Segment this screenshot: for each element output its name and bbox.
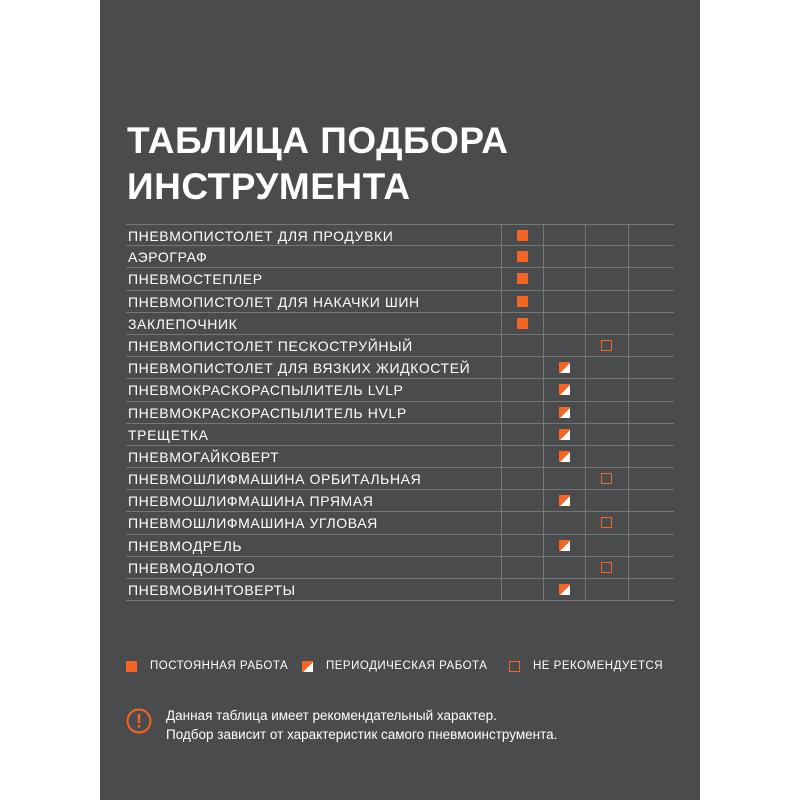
cell-not-recommended [585,379,629,400]
tool-name: ТРЕЩЕТКА [128,426,209,443]
table-row [126,579,674,601]
cell-periodic [543,512,586,533]
cell-constant [501,246,544,267]
tool-name: ПНЕВМОШЛИФМАШИНА УГЛОВАЯ [128,515,378,532]
table-row [126,379,674,401]
cell-constant [501,268,544,289]
cell-periodic [543,225,586,245]
tool-name: ПНЕВМОКРАСКОРАСПЫЛИТЕЛЬ LVLP [128,382,404,399]
cell-periodic [543,335,586,356]
cell-periodic [543,446,586,467]
cell-constant [501,468,544,489]
cell-not-recommended [585,468,629,489]
not-recommended-icon [601,340,612,351]
legend-item-periodic [302,660,487,672]
table-row [126,246,674,268]
cell-not-recommended [585,535,629,556]
periodic-work-icon [302,661,313,672]
cell-not-recommended [585,579,629,600]
table-row [126,535,674,557]
cell-constant [501,357,544,378]
tool-name: ПНЕВМОДРЕЛЬ [128,537,243,554]
cell-not-recommended [585,446,629,467]
title-line-2: ИНСТРУМЕНТА [127,166,411,207]
constant-work-icon [517,273,528,284]
table-row [126,313,674,335]
cell-constant [501,535,544,556]
periodic-work-icon [559,407,570,418]
disclaimer-line-1: Данная таблица имеет рекомендательный характер. [166,708,497,723]
legend-item-constant [126,660,288,672]
cell-not-recommended [585,490,629,511]
cell-periodic [543,268,586,289]
cell-not-recommended [585,357,629,378]
table-row [126,490,674,512]
cell-constant [501,512,544,533]
disclaimer-line-2: Подбор зависит от характеристик самого пневмоинструмента. [166,727,558,742]
cell-not-recommended [585,268,629,289]
disclaimer-text [166,706,557,744]
table-row [126,335,674,357]
constant-work-icon [517,296,528,307]
tool-name: ПНЕВМОПИСТОЛЕТ ПЕСКОСТРУЙНЫЙ [128,337,413,354]
legend-item-not-recommended [509,660,663,672]
cell-not-recommended [585,313,629,334]
cell-constant [501,402,544,423]
cell-constant [501,579,544,600]
cell-not-recommended [585,557,629,578]
tool-name: ПНЕВМОПИСТОЛЕТ ДЛЯ ПРОДУВКИ [128,228,394,244]
tool-name: ПНЕВМОГАЙКОВЕРТ [128,448,280,465]
periodic-work-icon [559,584,570,595]
cell-not-recommended [585,225,629,245]
not-recommended-icon [601,562,612,573]
tool-name: АЭРОГРАФ [128,249,208,266]
not-recommended-icon [509,661,520,672]
cell-not-recommended [585,512,629,533]
cell-constant [501,424,544,445]
cell-constant [501,446,544,467]
legend-label: НЕ РЕКОМЕНДУЕТСЯ [533,660,664,672]
tool-name: ПНЕВМОВИНТОВЕРТЫ [128,582,296,598]
warning-circle-icon [126,708,152,734]
periodic-work-icon [559,540,570,551]
tool-table [126,224,674,601]
selection-table-panel [100,0,700,800]
legend-label: ПОСТОЯННАЯ РАБОТА [150,660,289,672]
cell-constant [501,291,544,312]
cell-not-recommended [585,246,629,267]
tool-name: ПНЕВМОШЛИФМАШИНА ПРЯМАЯ [128,493,374,510]
cell-constant [501,225,544,245]
periodic-work-icon [559,495,570,506]
cell-periodic [543,579,586,600]
page-title [127,118,509,210]
table-row [126,512,674,534]
cell-not-recommended [585,291,629,312]
periodic-work-icon [559,429,570,440]
not-recommended-icon [601,517,612,528]
constant-work-icon [517,318,528,329]
cell-periodic [543,357,586,378]
tool-name: ПНЕВМОПИСТОЛЕТ ДЛЯ ВЯЗКИХ ЖИДКОСТЕЙ [128,360,471,377]
table-row [126,224,674,246]
table-row [126,446,674,468]
table-row [126,468,674,490]
cell-constant [501,335,544,356]
legend-label: ПЕРИОДИЧЕСКАЯ РАБОТА [326,660,488,672]
tool-name: ПНЕВМОПИСТОЛЕТ ДЛЯ НАКАЧКИ ШИН [128,293,420,310]
cell-periodic [543,313,586,334]
tool-name: ПНЕВМОСТЕПЛЕР [128,271,263,288]
cell-periodic [543,402,586,423]
tool-name: ЗАКЛЕПОЧНИК [128,315,238,332]
cell-constant [501,490,544,511]
cell-not-recommended [585,424,629,445]
legend [126,660,674,680]
cell-periodic [543,557,586,578]
cell-periodic [543,379,586,400]
cell-constant [501,557,544,578]
table-row [126,557,674,579]
periodic-work-icon [559,362,570,373]
cell-periodic [543,535,586,556]
title-line-1: ТАБЛИЦА ПОДБОРА [127,120,509,161]
not-recommended-icon [601,473,612,484]
cell-periodic [543,291,586,312]
periodic-work-icon [559,451,570,462]
cell-periodic [543,424,586,445]
periodic-work-icon [559,384,570,395]
table-row [126,424,674,446]
tool-name: ПНЕВМОШЛИФМАШИНА ОРБИТАЛЬНАЯ [128,471,422,488]
cell-not-recommended [585,402,629,423]
cell-periodic [543,468,586,489]
table-row [126,402,674,424]
constant-work-icon [517,230,528,241]
cell-periodic [543,246,586,267]
cell-constant [501,313,544,334]
table-row [126,291,674,313]
cell-not-recommended [585,335,629,356]
cell-constant [501,379,544,400]
table-row [126,357,674,379]
cell-periodic [543,490,586,511]
tool-name: ПНЕВМОДОЛОТО [128,559,256,576]
tool-name: ПНЕВМОКРАСКОРАСПЫЛИТЕЛЬ HVLP [128,404,407,421]
table-row [126,268,674,290]
constant-work-icon [517,251,528,262]
constant-work-icon [126,661,137,672]
